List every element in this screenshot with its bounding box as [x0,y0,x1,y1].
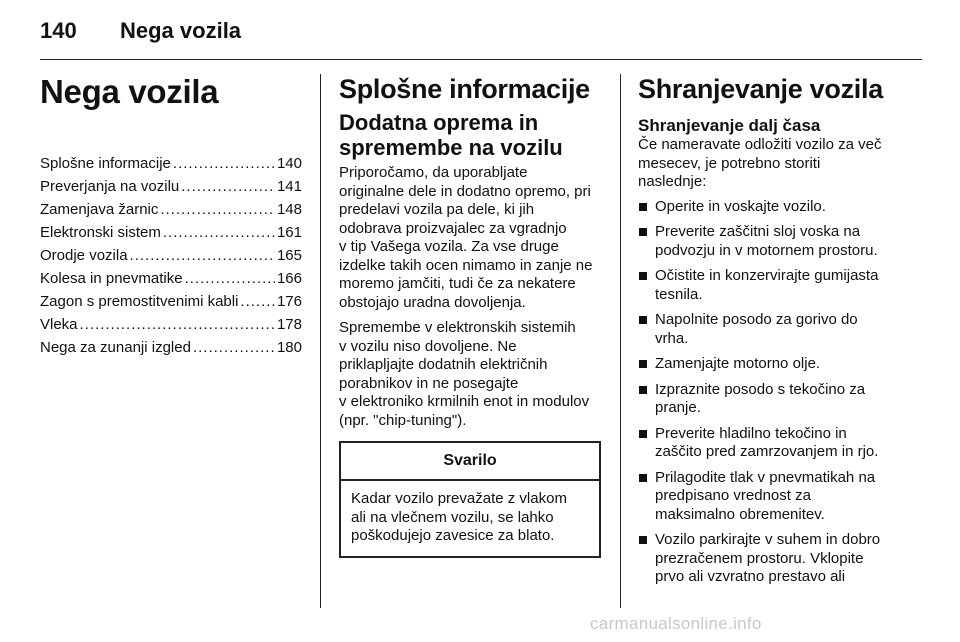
toc-label: Zagon s premostitvenimi kabli [40,293,239,310]
square-bullet-icon [639,474,647,482]
text-line: ali na vlečnem vozilu, se lahko [351,508,554,526]
warning-text [341,481,599,556]
checklist-item [638,198,908,217]
checklist-item [638,381,908,418]
toc-leader-dots [160,198,275,221]
text-line: Zamenjajte motorno olje. [655,355,821,372]
toc-page-number: 180 [276,339,302,356]
text-line: tesnila. [655,285,703,303]
toc-entry[interactable] [40,244,302,267]
general-info-column [339,72,601,558]
toc-label: Nega za zunanji izgled [40,339,191,356]
toc-entry[interactable] [40,267,302,290]
text-line: Vozilo parkirajte v suhem in dobro [655,531,881,548]
checklist-item [638,267,908,304]
toc-entry[interactable] [40,290,302,313]
text-line: pranje. [655,399,701,416]
warning-heading: Svarilo [341,443,599,481]
text-line: odobrava proizvajalec za vgradnjo [339,219,567,237]
square-bullet-icon [639,228,647,236]
storage-intro [638,136,908,192]
square-bullet-icon [639,272,647,280]
text-line: v vozilu niso dovoljene. Ne [339,337,517,355]
column-divider [320,74,321,608]
toc-label: Preverjanja na vozilu [40,178,180,195]
warning-box [339,441,601,558]
subsection-title: Dodatna oprema in spremembe na vozilu [339,110,563,160]
text-line: moremo jamčiti, tudi če za nekatere [339,275,576,292]
toc-leader-dots [163,221,275,244]
toc-entry[interactable] [40,198,302,221]
text-line: Napolnite posodo za gorivo do [655,311,858,328]
text-line: Očistite in konzervirajte gumijasta [655,267,879,284]
checklist-item [638,223,908,260]
chapter-toc [40,152,302,359]
square-bullet-icon [639,386,647,394]
page-header [40,14,920,44]
text-line: priklapljajte dodatnih električnih [339,356,548,373]
toc-entry[interactable] [40,336,302,359]
text-line: porabnikov in ne posegajte [339,374,519,392]
toc-page-number: 176 [276,293,302,310]
storage-column [638,72,908,594]
text-line: zaščito pred zamrzovanjem in rjo. [655,443,879,460]
toc-leader-dots [193,336,275,359]
text-line: izdelke takih ocen nimamo in zanje ne [339,256,593,274]
text-line: Če nameravate odložiti vozilo za več [638,136,882,153]
toc-label: Vleka [40,316,78,333]
text-line: predpisano vrednost za [655,487,811,504]
text-line: Izpraznite posodo s tekočino za [655,380,866,398]
text-line: v tip Vašega vozila. Za vse druge [339,238,559,255]
checklist-item [638,469,908,525]
toc-page-number: 178 [276,316,302,333]
text-line: maksimalno obremenitev. [655,505,825,523]
text-line: podvozju in v motornem prostoru. [655,241,878,259]
text-line: Kadar vozilo prevažate z vlakom [351,490,567,507]
square-bullet-icon [639,430,647,438]
text-line: Priporočamo, da uporabljate [339,164,528,181]
toc-leader-dots [185,267,275,290]
text-line: mesecev, je potrebno storiti [638,154,821,172]
checklist-item [638,531,908,587]
text-line: v elektroniko krmilnih enot in modulov [339,393,590,410]
toc-leader-dots [173,152,275,175]
text-line: Prilagodite tlak v pnevmatikah na [655,468,876,486]
toc-page-number: 161 [276,224,302,241]
toc-leader-dots [80,313,275,336]
checklist-item [638,425,908,462]
toc-label: Splošne informacije [40,155,171,172]
header-rule [40,59,922,60]
toc-page-number: 166 [276,270,302,287]
toc-page-number: 165 [276,247,302,264]
text-line: naslednje: [638,173,707,190]
toc-label: Orodje vozila [40,247,128,264]
toc-page-number: 140 [276,155,302,172]
text-line: originalne dele in dodatno opremo, pri [339,182,591,200]
text-line: Preverite zaščitni sloj voska na [655,223,861,240]
toc-entry[interactable] [40,152,302,175]
storage-checklist [638,198,908,587]
text-line: Spremembe v elektronskih sistemih [339,319,576,336]
square-bullet-icon [639,360,647,368]
accessories-paragraph [339,164,601,312]
toc-leader-dots [240,290,275,313]
toc-entry[interactable] [40,175,302,198]
text-line: prvo ali vzvratno prestavo ali [655,568,846,585]
text-line: obstojajo uradna dovoljenja. [339,293,526,311]
toc-leader-dots [130,244,275,267]
toc-label: Zamenjava žarnic [40,201,159,218]
toc-label: Kolesa in pnevmatike [40,270,183,287]
text-line: predelavi vozila pa dele, ki jih [339,201,535,218]
watermark: carmanualsonline.info [590,614,762,633]
text-line: (npr. "chip-tuning"). [339,411,467,429]
text-line: poškodujejo zavesice za blato. [351,527,555,544]
chapter-title: Nega vozila [40,73,219,110]
square-bullet-icon [639,203,647,211]
text-line: Preverite hladilno tekočino in [655,424,847,442]
chapter-column [40,72,302,372]
toc-page-number: 141 [276,178,302,195]
square-bullet-icon [639,536,647,544]
subsection-title: Shranjevanje dalj časa [638,116,821,135]
checklist-item [638,355,908,374]
electronics-paragraph [339,319,601,430]
text-line: prezračenem prostoru. Vklopite [655,549,864,567]
column-divider [620,74,621,608]
toc-leader-dots [181,175,275,198]
running-title: Nega vozila [120,18,242,43]
section-title: Shranjevanje vozila [638,74,883,104]
toc-label: Elektronski sistem [40,224,161,241]
page-number: 140 [40,18,77,43]
section-title: Splošne informacije [339,74,590,104]
toc-entry[interactable] [40,221,302,244]
text-line: vrha. [655,329,689,347]
text-line: Operite in voskajte vozilo. [655,197,826,215]
toc-page-number: 148 [276,201,302,218]
toc-entry[interactable] [40,313,302,336]
square-bullet-icon [639,316,647,324]
checklist-item [638,311,908,348]
